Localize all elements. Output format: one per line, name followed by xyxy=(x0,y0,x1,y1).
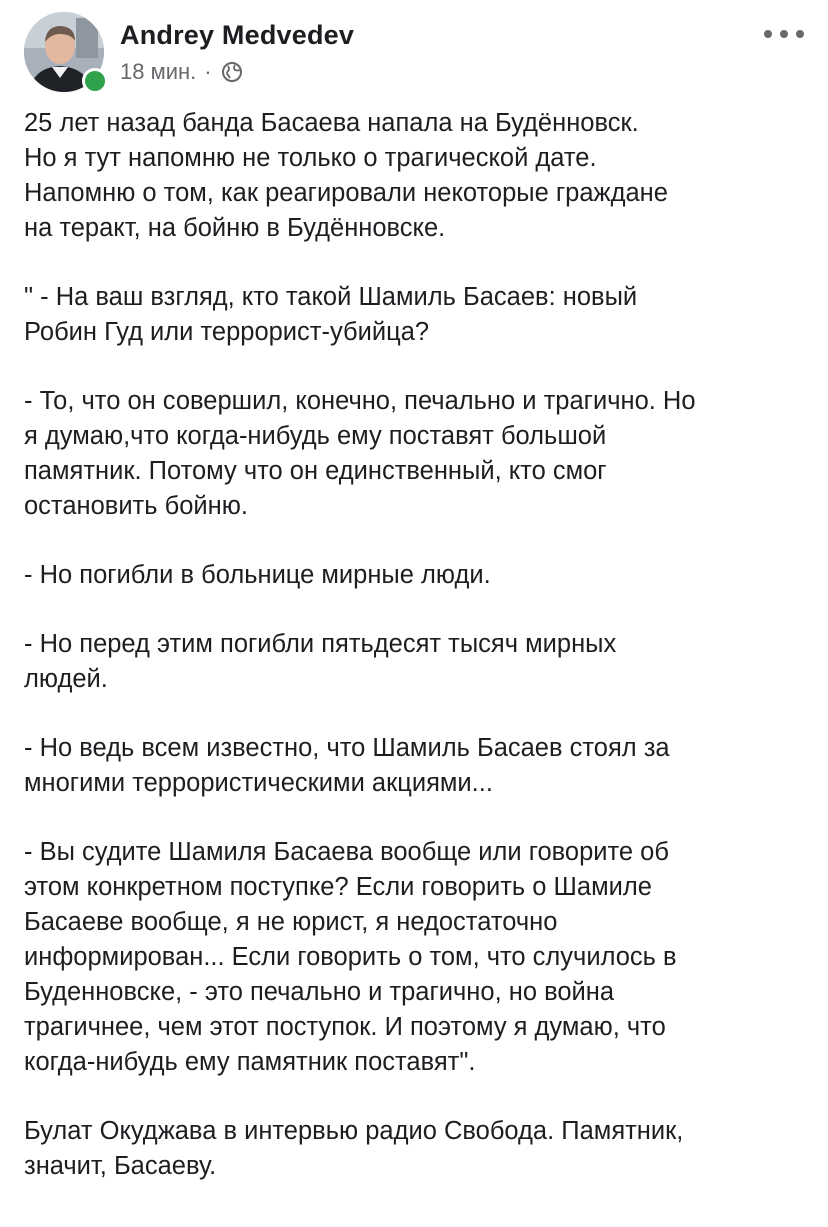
post-paragraph: - Но ведь всем известно, что Шамиль Басаев стоял за многими террористическими акциями... xyxy=(24,734,670,797)
post-paragraph: Булат Окуджава в интервью радио Свобода. Памятник, значит, Басаеву. xyxy=(24,1117,684,1180)
post-paragraph: " - На ваш взгляд, кто такой Шамиль Басаев: новый Робин Гуд или террорист-убийца? xyxy=(24,283,638,346)
more-horizontal-icon[interactable] xyxy=(764,24,804,44)
post-text xyxy=(24,106,816,1218)
post-paragraph: - То, что он совершил, конечно, печально и трагично. Но я думаю,что когда-нибудь ему поставят большой памятник. Потому что он единственный, кто смог остановить бойню. xyxy=(24,387,696,520)
more-dot xyxy=(796,30,804,38)
post-paragraph: 25 лет назад банда Басаева напала на Будённовск. Но я тут напомню не только о трагической дате. Напомню о том, как реагировали некоторые граждане на теракт, на бойню в Будённовске. xyxy=(24,109,668,242)
post-header xyxy=(24,12,804,92)
online-status-dot xyxy=(82,68,108,94)
more-dot xyxy=(780,30,788,38)
post-paragraph: - Но перед этим погибли пятьдесят тысяч мирных людей. xyxy=(24,630,617,693)
post-meta xyxy=(120,58,244,86)
author-name[interactable]: Andrey Medvedev xyxy=(120,20,355,50)
post-paragraph: - Вы судите Шамиля Басаева вообще или говорите об этом конкретном поступке? Если говорить о Шамиле Басаеве вообще, я не юрист, я недостаточно информирован... Если говорить о том, что случилось в Буденновске, - это печально и трагично, но война трагичнее, чем этот поступок. И поэтому я думаю, что когда-нибудь ему памятник поставят". xyxy=(24,838,677,1076)
post-paragraph: - Но погибли в больнице мирные люди. xyxy=(24,561,491,589)
post-time[interactable]: 18 мин. xyxy=(120,59,197,84)
more-dot xyxy=(764,30,772,38)
meta-separator: · xyxy=(204,59,212,84)
globe-icon xyxy=(220,60,244,84)
avatar[interactable] xyxy=(24,12,104,92)
